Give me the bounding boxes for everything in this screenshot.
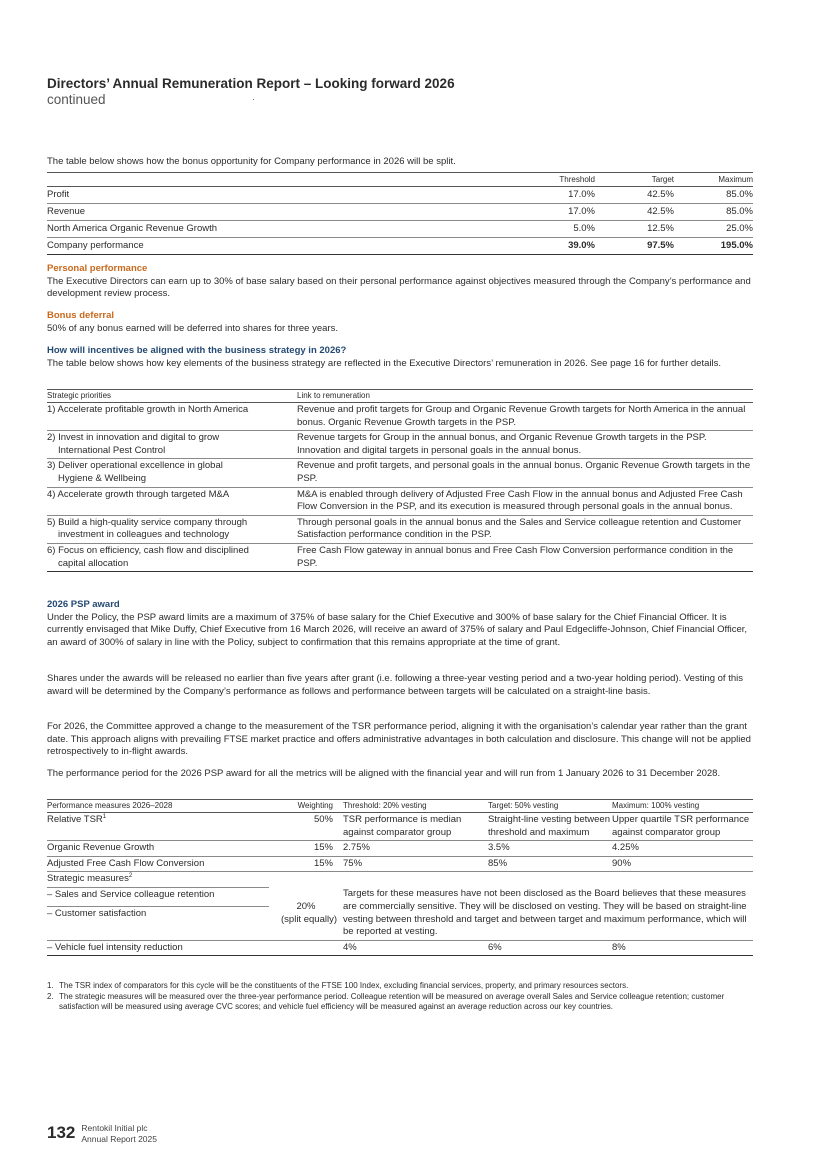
strategic-weighting: 20% — [296, 901, 316, 913]
section-text: 50% of any bonus earned will be deferred into shares for three years. — [47, 322, 338, 334]
bonus-col-maximum: Maximum — [674, 173, 753, 187]
col-maximum: Maximum: 100% vesting — [612, 800, 753, 813]
bonus-table — [47, 172, 753, 255]
table-row — [47, 204, 753, 221]
priority-cell — [47, 543, 297, 571]
col-threshold: Threshold: 20% vesting — [343, 800, 488, 813]
psp-section — [47, 599, 753, 649]
section-heading: How will incentives be aligned with the business strategy in 2026? — [47, 345, 347, 356]
col-link-to-remuneration: Link to remuneration — [297, 390, 753, 403]
priority-text: 4) Accelerate growth through targeted M&A — [47, 488, 230, 500]
psp-para-4: The performance period for the 2026 PSP award for all the metrics will be aligned with the financial year and will run from 1 January 2026 to 31 December 2028. — [47, 768, 721, 779]
psp-para-2: Shares under the awards will be released no earlier than five years after grant (i.e. following a three-year vesting period and a two-year holding period). Vesting of this award will be determined by the Company’s performance as follows and performance between targets will be calculated on a straight-line basis. — [47, 673, 743, 697]
strategy-header-row — [47, 390, 753, 403]
priority-text-cont: investment in colleagues and technology — [58, 529, 230, 541]
cell-target: 12.5% — [595, 221, 674, 238]
cell-maximum: 25.0% — [674, 221, 753, 238]
target-cell: 6% — [488, 940, 612, 956]
footnote-number: 1. — [47, 981, 54, 990]
table-row — [47, 940, 753, 956]
row-label: Revenue — [47, 204, 467, 221]
table-row — [47, 403, 753, 431]
maximum-cell: 4.25% — [612, 841, 753, 857]
bonus-col-target: Target — [595, 173, 674, 187]
strategic-split: (split equally) — [281, 913, 337, 925]
empty-cell — [488, 872, 612, 888]
cell-maximum: 85.0% — [674, 187, 753, 204]
table-row — [47, 515, 753, 543]
priority-text-cont: Hygiene & Wellbeing — [58, 472, 147, 484]
weighting-cell — [269, 940, 343, 956]
col-strategic-priorities: Strategic priorities — [47, 390, 297, 403]
priority-text-cont: capital allocation — [58, 557, 129, 569]
col-target: Target: 50% vesting — [488, 800, 612, 813]
priority-text: 6) Focus on efficiency, cash flow and disciplined — [47, 544, 249, 556]
bonus-intro: The table below shows how the bonus opportunity for Company performance in 2026 will be split. — [47, 156, 456, 167]
footnote-number: 2. — [47, 991, 54, 1001]
page — [47, 0, 753, 1168]
table-row — [47, 487, 753, 515]
measure-cell: – Sales and Service colleague retention — [47, 887, 269, 906]
cell-maximum: 195.0% — [674, 238, 753, 255]
maximum-cell: 8% — [612, 940, 753, 956]
threshold-cell: 4% — [343, 940, 488, 956]
measure-cell — [47, 813, 269, 841]
footnote-text: The strategic measures will be measured over the three-year performance period. Colleague retention will be measured on average overall Sales and Service colleague retention; customer satisfaction will be measured using average CVC scores; and vehicle fuel efficiency will be measured against an average reduction across our key countries. — [59, 991, 725, 1011]
link-cell: Revenue and profit targets, and personal goals in the annual bonus. Organic Revenue Growth targets in the PSP. — [297, 459, 753, 487]
table-row — [47, 887, 753, 906]
section-heading: Bonus deferral — [47, 310, 115, 321]
priority-text: 1) Accelerate profitable growth in North America — [47, 404, 249, 415]
psp-para-1: Under the Policy, the PSP award limits are a maximum of 375% of base salary for the Chief Executive and 300% of base salary for the Chief Financial Officer. It is currently envisaged that Mike Duffy, Chief Executive from 16 March 2026, will receive an award of 375% of salary and Paul Edgecliffe-Johnson, Chief Financial Officer, an award of 300% of salary in line with the Policy, subject to confirmation that this remains appropriate at the time of grant. — [47, 611, 748, 648]
cell-target: 42.5% — [595, 204, 674, 221]
table-row — [47, 841, 753, 857]
col-weighting: Weighting — [269, 800, 343, 813]
alignment-section — [47, 345, 753, 370]
measure-label: Relative TSR — [47, 814, 103, 825]
strategy-table — [47, 389, 753, 572]
link-cell: M&A is enabled through delivery of Adjusted Free Cash Flow in the annual bonus and Adjusted Free Cash Flow Conversion in the PSP, and its execution is measured through personal goals in the annual bonus. — [297, 487, 753, 515]
col-measures: Performance measures 2026–2028 — [47, 800, 269, 813]
footnotes — [47, 981, 753, 1013]
section-text: The Executive Directors can earn up to 30% of base salary based on their personal performance against objectives measured through the Company’s performance and development review process. — [47, 275, 751, 300]
cell-target: 97.5% — [595, 238, 674, 255]
footnote-ref: 2 — [128, 873, 133, 880]
priority-cell — [47, 403, 297, 431]
priority-text: 2) Invest in innovation and digital to grow — [47, 432, 220, 444]
table-row — [47, 872, 753, 888]
page-number: 132 — [47, 1123, 76, 1142]
page-footer — [47, 1121, 157, 1144]
psp-para-3: For 2026, the Committee approved a change to the measurement of the TSR performance period, aligning it with the organisation’s calendar year rather than the grant date. This approach aligns with prevailing FTSE market practice and offers administrative advantages in both calculation and disclosure. This change will not be applied retrospectively to in-flight awards. — [47, 721, 751, 758]
row-label: Profit — [47, 187, 467, 204]
bonus-header-row — [47, 173, 753, 187]
link-cell: Through personal goals in the annual bonus and the Sales and Service colleague retention and Customer Satisfaction performance condition in the PSP. — [297, 515, 753, 543]
measure-cell: – Vehicle fuel intensity reduction — [47, 940, 269, 956]
measure-cell: Organic Revenue Growth — [47, 841, 269, 857]
threshold-cell: 75% — [343, 856, 488, 872]
priority-cell — [47, 515, 297, 543]
measure-cell — [47, 872, 269, 888]
section-text: The table below shows how key elements of the business strategy are reflected in the Executive Directors’ remuneration in 2026. See page 16 for further details. — [47, 357, 721, 369]
strategic-note-cell: Targets for these measures have not been disclosed as the Board believes that these measures are commercially sensitive. They will be disclosed on vesting. They will be based on straight-line vesting between threshold and target and between target and maximum performance, which will be reported at vesting. — [343, 888, 747, 938]
table-row — [47, 543, 753, 571]
bonus-col-label — [47, 173, 467, 187]
cell-threshold: 17.0% — [467, 204, 595, 221]
target-cell: 85% — [488, 856, 612, 872]
priority-cell — [47, 459, 297, 487]
cell-threshold: 39.0% — [467, 238, 595, 255]
table-row — [47, 431, 753, 459]
table-row — [47, 187, 753, 204]
empty-cell — [343, 872, 488, 888]
footnote — [47, 992, 753, 1013]
priority-cell — [47, 487, 297, 515]
cell-threshold: 5.0% — [467, 221, 595, 238]
target-cell: Straight-line vesting between threshold and maximum — [488, 813, 612, 841]
measure-cell: – Customer satisfaction — [47, 907, 147, 919]
cell-threshold: 17.0% — [467, 187, 595, 204]
link-cell: Free Cash Flow gateway in annual bonus and Free Cash Flow Conversion performance condition in the PSP. — [297, 543, 753, 571]
table-row — [47, 459, 753, 487]
cell-maximum: 85.0% — [674, 204, 753, 221]
bonus-col-threshold: Threshold — [467, 173, 595, 187]
maximum-cell: Upper quartile TSR performance against comparator group — [612, 813, 753, 841]
target-cell: 3.5% — [488, 841, 612, 857]
section-heading: Personal performance — [47, 263, 148, 274]
priority-text: 5) Build a high-quality service company through — [47, 516, 248, 528]
weighting-cell: 15% — [269, 856, 343, 872]
strategic-weighting-cell — [269, 887, 343, 940]
psp-table — [47, 799, 753, 956]
empty-cell — [612, 872, 753, 888]
psp-header-row — [47, 800, 753, 813]
measure-cell: Adjusted Free Cash Flow Conversion — [47, 856, 269, 872]
table-row — [47, 221, 753, 238]
link-cell: Revenue targets for Group in the annual bonus, and Organic Revenue Growth targets in the PSP. Innovation and digital targets in personal goals in the annual bonus. — [297, 431, 753, 459]
page-subtitle: continued — [47, 92, 106, 107]
section-heading: 2026 PSP award — [47, 599, 120, 610]
priority-text: 3) Deliver operational excellence in global — [47, 460, 223, 472]
empty-cell — [269, 872, 343, 888]
row-label: Company performance — [47, 238, 467, 255]
threshold-cell: 2.75% — [343, 841, 488, 857]
table-row-total — [47, 238, 753, 255]
footer-text — [81, 1123, 157, 1144]
maximum-cell: 90% — [612, 856, 753, 872]
row-label: North America Organic Revenue Growth — [47, 221, 467, 238]
weighting-cell: 15% — [269, 841, 343, 857]
personal-performance-section — [47, 263, 753, 301]
table-row — [47, 813, 753, 841]
threshold-cell: TSR performance is median against comparator group — [343, 813, 488, 841]
footnote — [47, 981, 753, 992]
footer-company: Rentokil Initial plc — [81, 1123, 148, 1133]
footer-report: Annual Report 2025 — [81, 1133, 157, 1144]
priority-text-cont: International Pest Control — [58, 444, 166, 456]
footnote-ref: 1 — [102, 813, 107, 820]
cell-target: 42.5% — [595, 187, 674, 204]
link-cell: Revenue and profit targets for Group and Organic Revenue Growth targets for North America in the annual bonus. Organic Revenue Growth targets in the PSP. — [297, 403, 753, 431]
footnote-text: The TSR index of comparators for this cycle will be the constituents of the FTSE 100 Index, excluding financial services, property, and primary resources sectors. — [59, 981, 629, 990]
table-row — [47, 856, 753, 872]
measure-label: Strategic measures — [47, 873, 129, 885]
weighting-cell: 50% — [269, 813, 343, 841]
page-title: Directors’ Annual Remuneration Report – Looking forward 2026 — [47, 76, 455, 91]
priority-cell — [47, 431, 297, 459]
bonus-deferral-section — [47, 310, 753, 335]
